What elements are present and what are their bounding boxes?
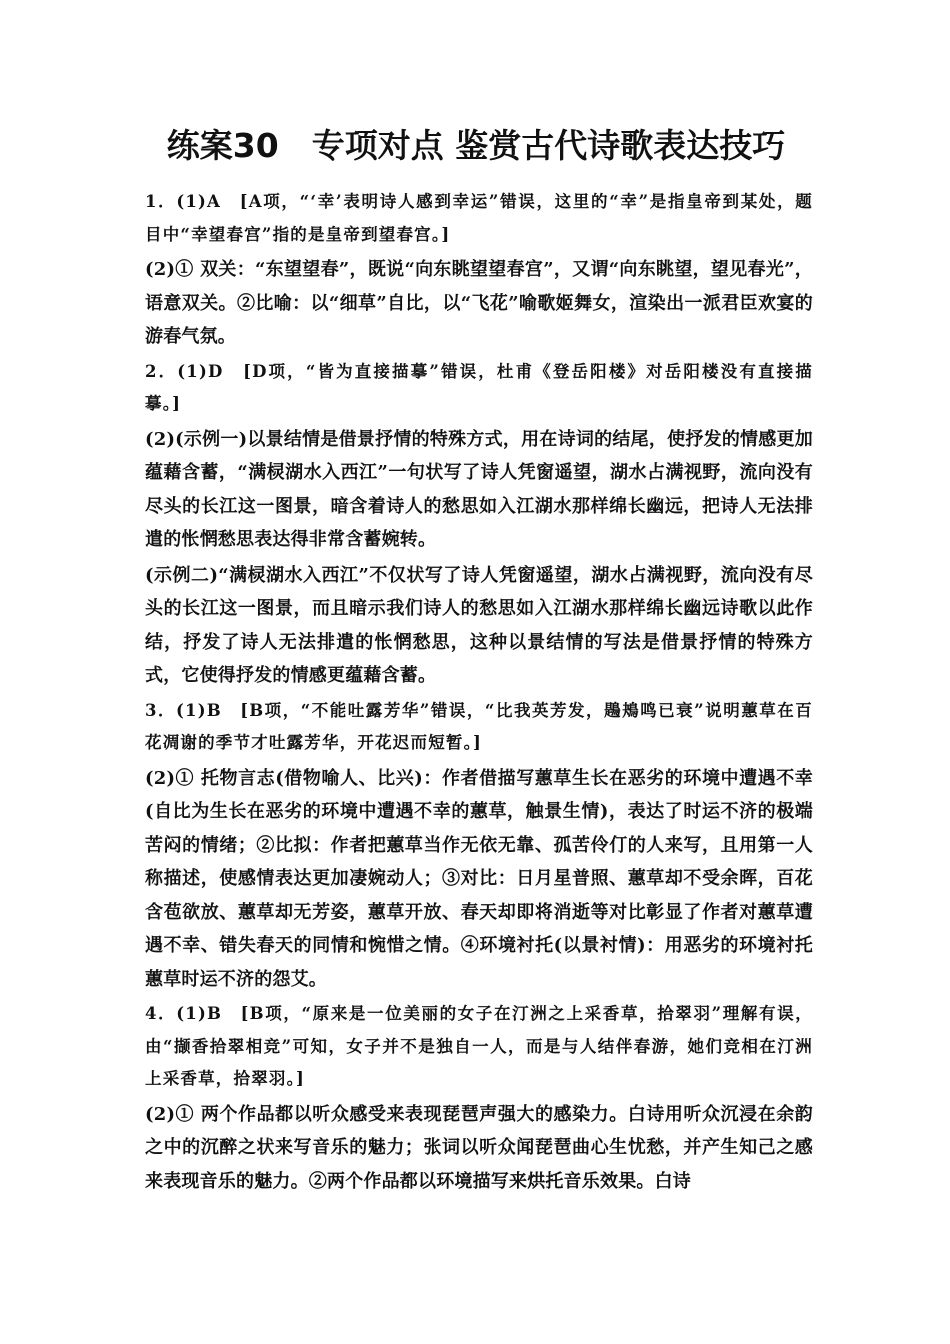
- answer-analysis-paragraph: (2)① 双关：“东望望春”，既说“向东眺望望春宫”，又谓“向东眺望，望见春光”，语意双关。②比喻：以“细草”自比，以“飞花”喻歌姬舞女，渲染出一派君臣欢宴的游春气氛。: [145, 259, 813, 347]
- answer-content: [145, 186, 813, 1198]
- answer-key-paragraph: 4．(1)B [B项，“原来是一位美丽的女子在汀洲之上采香草，拾翠羽”理解有误，由“撷香拾翠相竞”可知，女子并不是独自一人，而是与人结伴春游，她们竞相在汀洲上采香草，拾翠羽。]: [145, 1004, 813, 1088]
- answer-key-paragraph: 3．(1)B [B项，“不能吐露芳华”错误，“比我英芳发，鶗鴂鸣已衰”说明蕙草在百花凋谢的季节才吐露芳华，开花迟而短暂。]: [145, 700, 813, 752]
- answer-key-paragraph: 1．(1)A [A项，“‘幸’表明诗人感到幸运”错误，这里的“幸”是指皇帝到某处，题目中“幸望春宫”指的是皇帝到望春宫。]: [145, 192, 813, 244]
- page-title: 练案30 专项对点 鉴赏古代诗歌表达技巧: [166, 126, 786, 165]
- answer-analysis-paragraph: (2)① 托物言志(借物喻人、比兴)：作者借描写蕙草生长在恶劣的环境中遭遇不幸(自比为生长在恶劣的环境中遭遇不幸的蕙草，触景生情)，表达了时运不济的极端苦闷的情绪；②比拟：作者把蕙草当作无依无靠、孤苦伶仃的人来写，且用第一人称描述，使感情表达更加凄婉动人；③对比：日月星普照、蕙草却不受余晖，百花含苞欲放、蕙草却无芳姿，蕙草开放、春天却即将消逝等对比彰显了作者对蕙草遭遇不幸、错失春天的同情和惋惜之情。④环境衬托(以景衬情)：用恶劣的环境衬托蕙草时运不济的怨艾。: [145, 767, 813, 990]
- answer-analysis-paragraph: (2)① 两个作品都以听众感受来表现琵琶声强大的感染力。白诗用听众沉浸在余韵之中的沉醉之状来写音乐的魅力；张词以听众闻琵琶曲心生忧愁，并产生知己之感来表现音乐的魅力。②两个作品都以环境描写来烘托音乐效果。白诗: [145, 1103, 813, 1192]
- document-page: [145, 118, 813, 1200]
- answer-analysis-paragraph: (2)(示例一)以景结情是借景抒情的特殊方式，用在诗词的结尾，使抒发的情感更加蕴藉含蓄，“满棂湖水入西江”一句状写了诗人凭窗遥望，湖水占满视野，流向没有尽头的长江这一图景，暗含着诗人的愁思如入江湖水那样绵长幽远，把诗人无法排遣的怅惘愁思表达得非常含蓄婉转。: [145, 428, 813, 550]
- answer-analysis-paragraph: (示例二)“满棂湖水入西江”不仅状写了诗人凭窗遥望，湖水占满视野，流向没有尽头的长江这一图景，而且暗示我们诗人的愁思如入江湖水那样绵长幽远诗歌以此作结，抒发了诗人无法排遣的怅惘愁思，这种以景结情的写法是借景抒情的特殊方式，它使得抒发的情感更蕴藉含蓄。: [145, 564, 813, 686]
- answer-key-paragraph: 2．(1)D [D项，“皆为直接描摹”错误，杜甫《登岳阳楼》对岳阳楼没有直接描摹。]: [145, 361, 813, 413]
